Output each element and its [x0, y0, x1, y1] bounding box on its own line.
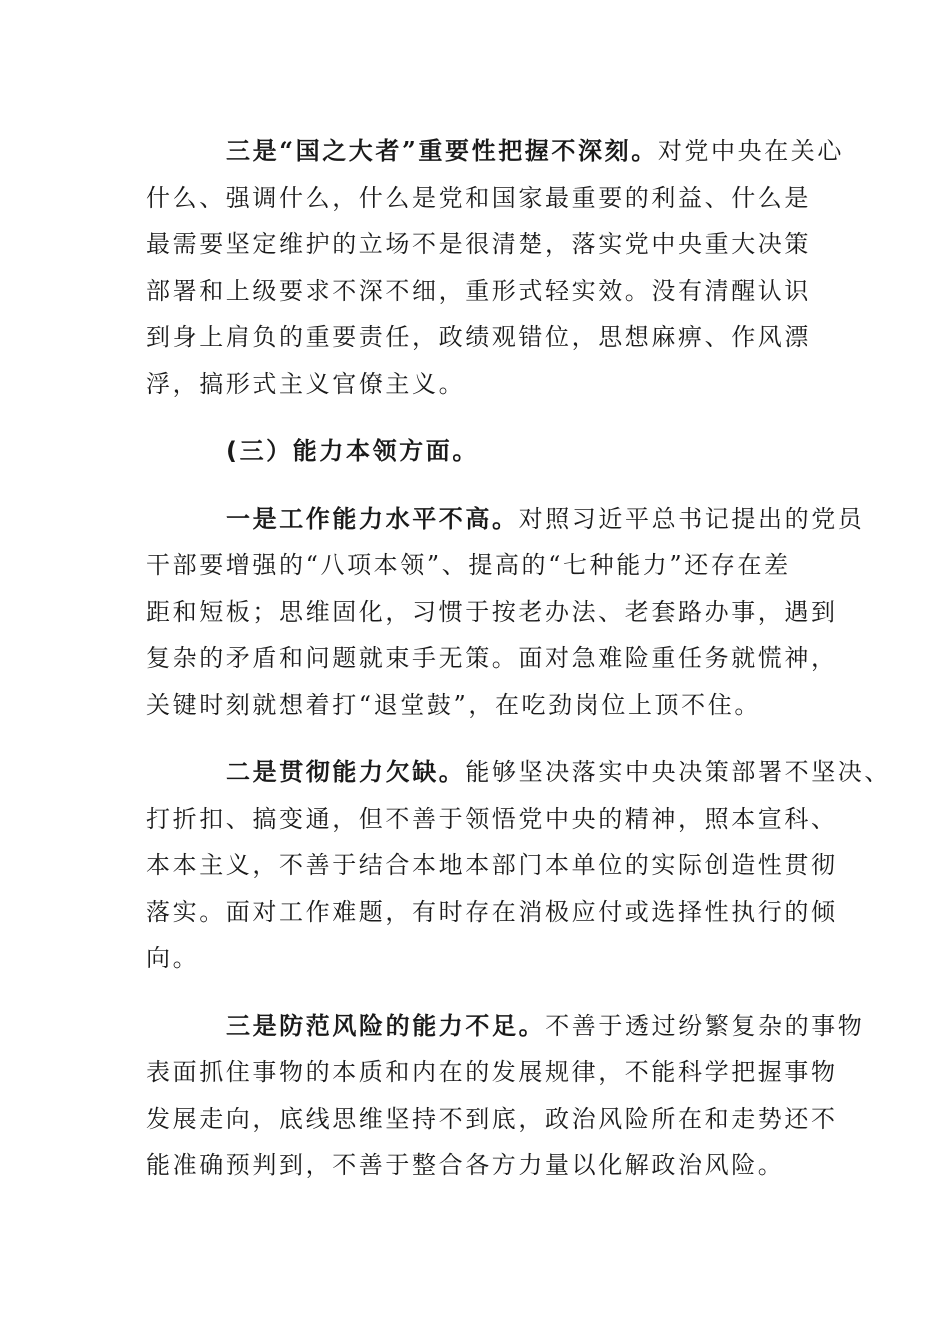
paragraph-lead: 一是工作能力水平不高。 — [226, 503, 519, 533]
paragraph-line: 干部要增强的“八项本领”、提高的“七种能力”还存在差 — [146, 551, 791, 579]
paragraph-line — [146, 749, 892, 796]
paragraph-line: 距和短板；思维固化，习惯于按老办法、老套路办事，遇到 — [146, 597, 838, 626]
paragraph-line — [146, 1003, 865, 1050]
paragraph-text: 对党中央在关心 — [657, 137, 845, 165]
section-heading-text: (三）能力本领方面。 — [226, 437, 479, 465]
paragraph-lead: 三是防范风险的能力不足。 — [226, 1010, 546, 1040]
paragraph-line — [146, 496, 865, 543]
paragraph-line: 到身上肩负的重要责任，政绩观错位，思想麻痹、作风漂 — [146, 323, 811, 351]
paragraph-lead: 二是贯彻能力欠缺。 — [226, 757, 466, 786]
paragraph-implementation — [146, 749, 892, 982]
paragraph-line: 能准确预判到，不善于整合各方力量以化解政治风险。 — [146, 1151, 785, 1179]
document-page — [146, 128, 892, 1189]
paragraph-lead: 三是“国之大者”重要性把握不深刻。 — [226, 136, 658, 165]
paragraph-line — [146, 128, 845, 175]
paragraph-line: 落实。面对工作难题，有时存在消极应付或选择性执行的倾 — [146, 897, 838, 926]
paragraph-line: 浮，搞形式主义官僚主义。 — [146, 369, 466, 398]
section-heading — [146, 428, 816, 475]
paragraph-line: 打折扣、搞变通，但不善于领悟党中央的精神，照本宣科、 — [146, 804, 838, 833]
paragraph-line: 复杂的矛盾和问题就束手无策。面对急难险重任务就慌神， — [146, 644, 838, 672]
paragraph-risk-prevention — [146, 1003, 865, 1189]
paragraph-text: 对照习近平总书记提出的党员 — [518, 504, 865, 533]
paragraph-line: 最需要坚定维护的立场不是很清楚，落实党中央重大决策 — [146, 230, 811, 258]
paragraph-text: 能够坚决落实中央决策部署不坚决、 — [465, 758, 892, 786]
paragraph-line: 本本主义，不善于结合本地本部门本单位的实际创造性贯彻 — [146, 851, 838, 879]
paragraph-national-priorities — [146, 128, 845, 407]
paragraph-line: 发展走向，底线思维坚持不到底，政治风险所在和走势还不 — [146, 1104, 838, 1133]
paragraph-line: 表面抓住事物的本质和内在的发展规律，不能科学把握事物 — [146, 1058, 838, 1086]
paragraph-line: 向。 — [146, 944, 200, 972]
paragraph-line: 什么、强调什么，什么是党和国家最重要的利益、什么是 — [146, 183, 811, 212]
paragraph-work-ability — [146, 496, 865, 729]
paragraph-text: 不善于透过纷繁复杂的事物 — [545, 1011, 865, 1040]
paragraph-line: 部署和上级要求不深不细，重形式轻实效。没有清醒认识 — [146, 276, 811, 305]
paragraph-line: 关键时刻就想着打“退堂鼓”，在吃劲岗位上顶不住。 — [146, 690, 761, 719]
